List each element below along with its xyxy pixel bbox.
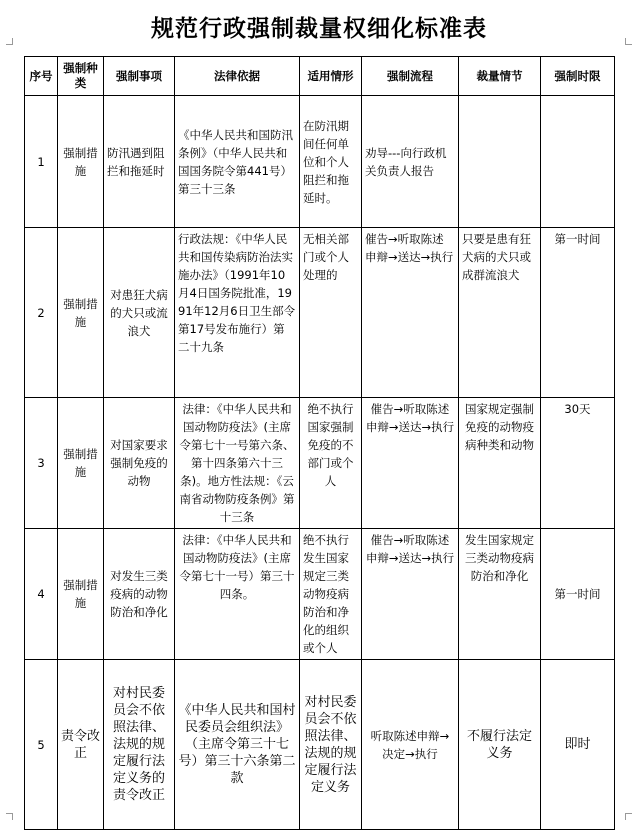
cell-type: 强制措施 <box>58 529 104 660</box>
header-basis: 法律依据 <box>175 57 300 96</box>
cell-item: 对发生三类疫病的动物防治和净化 <box>104 529 175 660</box>
table-row <box>25 660 615 830</box>
header-no: 序号 <box>25 57 58 96</box>
corner-mark <box>625 813 632 820</box>
cell-discretion: 发生国家规定三类动物疫病防治和净化 <box>459 529 541 660</box>
corner-mark <box>6 813 13 820</box>
header-type: 强制种类 <box>58 57 104 96</box>
cell-situation: 在防汛期间任何单位和个人阻拦和拖延时。 <box>300 96 362 228</box>
header-time-limit: 强制时限 <box>541 57 615 96</box>
cell-discretion: 国家规定强制免疫的动物疫病种类和动物 <box>459 398 541 529</box>
cell-no: 2 <box>25 228 58 398</box>
cell-basis: 法律：《中华人民共和国动物防疫法》(主席令第七十一号第六条、第十四条第六十三条)。地方性法规：《云南省动物防疫条例》第十三条 <box>175 398 300 529</box>
cell-process: 催告→听取陈述申辩→送达→执行 <box>362 398 459 529</box>
cell-type: 强制措施 <box>58 228 104 398</box>
cell-time-limit: 30天 <box>541 398 615 529</box>
header-situation: 适用情形 <box>300 57 362 96</box>
header-item: 强制事项 <box>104 57 175 96</box>
cell-process: 催告→听取陈述申辩→送达→执行 <box>362 228 459 398</box>
cell-discretion: 只要是患有狂犬病的犬只或成群流浪犬 <box>459 228 541 398</box>
cell-no: 3 <box>25 398 58 529</box>
cell-no: 1 <box>25 96 58 228</box>
cell-situation: 对村民委员会不依照法律、法规的规定履行法定义务 <box>300 660 362 830</box>
table-row <box>25 228 615 398</box>
cell-item: 对患狂犬病的犬只或流浪犬 <box>104 228 175 398</box>
cell-basis: 《中华人民共和国防汛条例》（中华人民共和国国务院令第441号）第三十三条 <box>175 96 300 228</box>
document-title: 规范行政强制裁量权细化标准表 <box>151 15 487 42</box>
header-discretion: 裁量情节 <box>459 57 541 96</box>
cell-basis: 《中华人民共和国村民委员会组织法》（主席令第三十七号）第三十六条第二款 <box>175 660 300 830</box>
cell-no: 5 <box>25 660 58 830</box>
cell-discretion: 不履行法定义务 <box>459 660 541 830</box>
cell-situation: 绝不执行发生国家规定三类动物疫病防治和净化的组织或个人 <box>300 529 362 660</box>
cell-time-limit: 第一时间 <box>541 529 615 660</box>
cell-process: 劝导---向行政机关负责人报告 <box>362 96 459 228</box>
table-row <box>25 529 615 660</box>
cell-item: 对国家要求强制免疫的动物 <box>104 398 175 529</box>
header-process: 强制流程 <box>362 57 459 96</box>
cell-basis: 行政法规：《中华人民共和国传染病防治法实施办法》（1991年10月4日国务院批准，1991年12月6日卫生部令第17号发布施行）第二十九条 <box>175 228 300 398</box>
header-row <box>25 57 615 96</box>
discretion-table <box>24 56 615 830</box>
cell-type: 强制措施 <box>58 96 104 228</box>
cell-type: 强制措施 <box>58 398 104 529</box>
table-row <box>25 96 615 228</box>
table-row <box>25 398 615 529</box>
cell-situation: 绝不执行国家强制免疫的不部门或个人 <box>300 398 362 529</box>
cell-process: 听取陈述申辩→决定→执行 <box>362 660 459 830</box>
cell-discretion <box>459 96 541 228</box>
cell-time-limit <box>541 96 615 228</box>
cell-no: 4 <box>25 529 58 660</box>
cell-basis: 法律：《中华人民共和国动物防疫法》(主席令第七十一号）第三十四条。 <box>175 529 300 660</box>
cell-situation: 无相关部门或个人处理的 <box>300 228 362 398</box>
cell-time-limit: 第一时间 <box>541 228 615 398</box>
cell-time-limit: 即时 <box>541 660 615 830</box>
cell-process: 催告→听取陈述申辩→送达→执行 <box>362 529 459 660</box>
cell-item: 防汛遇到阻拦和拖延时 <box>104 96 175 228</box>
cell-type: 责令改正 <box>58 660 104 830</box>
cell-item: 对村民委员会不依照法律、法规的规定履行法定义务的责令改正 <box>104 660 175 830</box>
